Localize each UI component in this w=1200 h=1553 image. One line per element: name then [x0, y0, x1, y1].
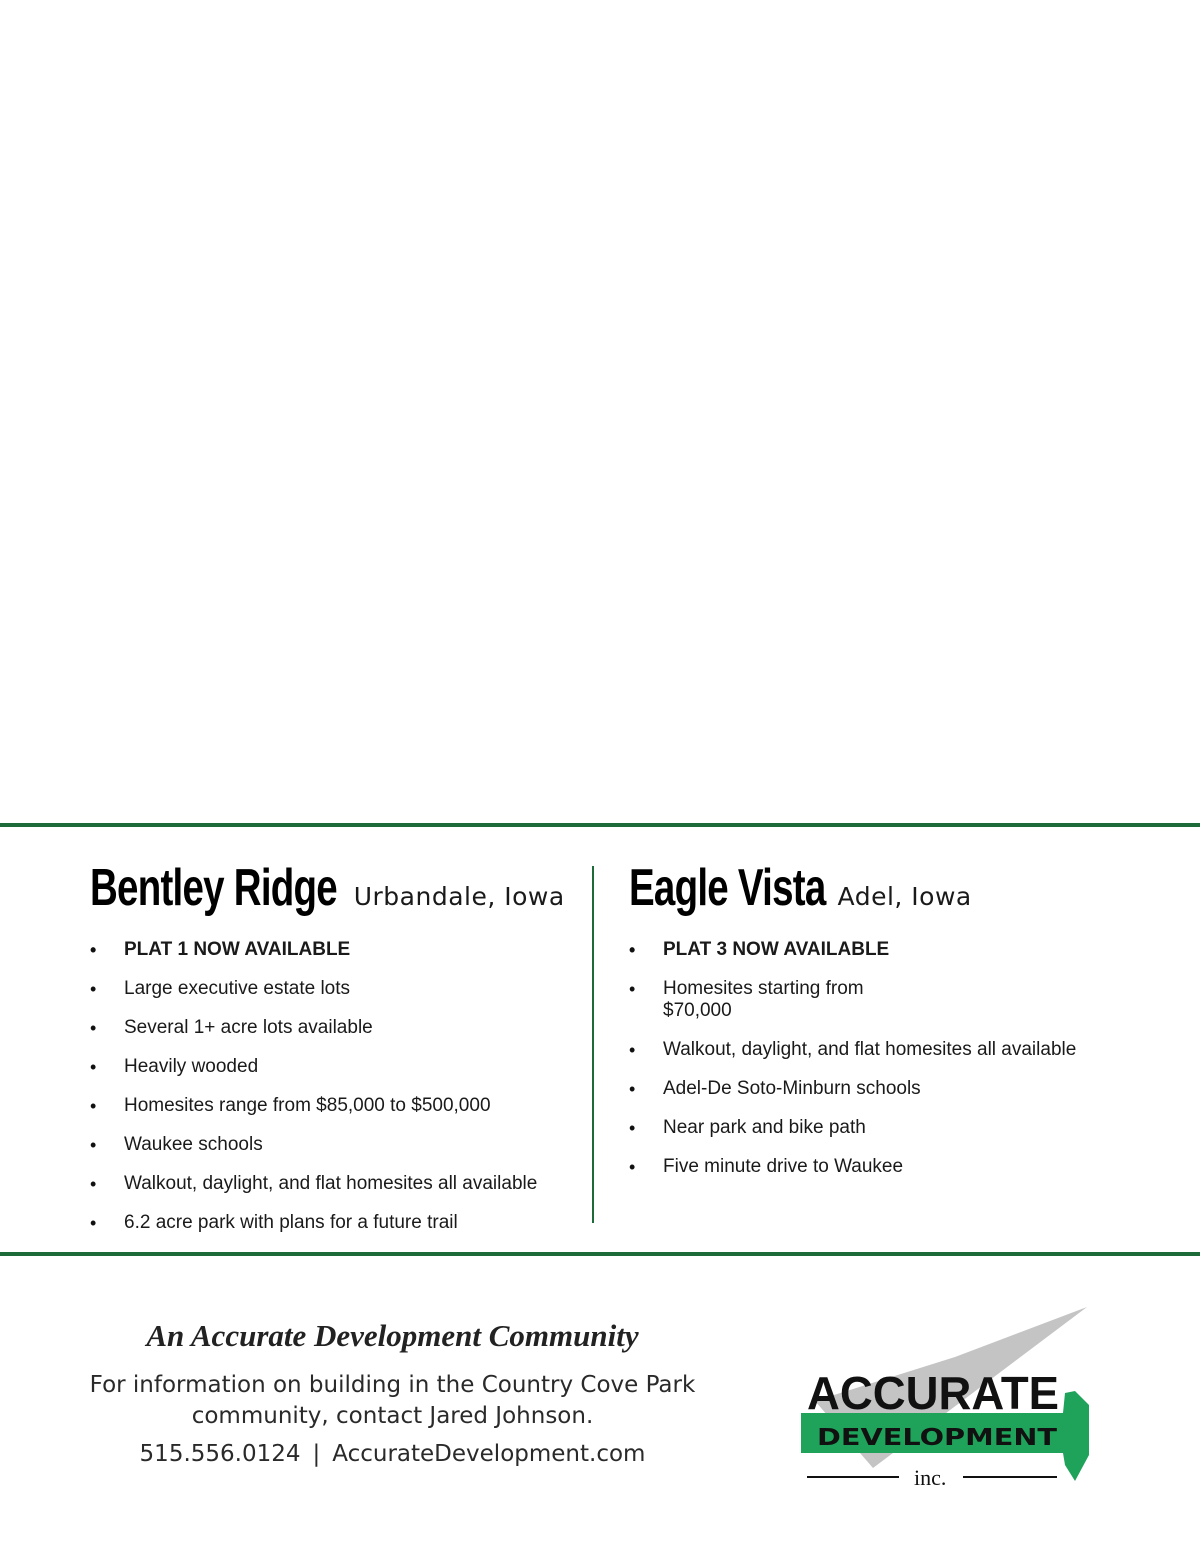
list-item: • Five minute drive to Waukee — [629, 1156, 1149, 1178]
accurate-development-logo — [795, 1305, 1095, 1490]
list-item: • PLAT 1 NOW AVAILABLE — [90, 939, 580, 961]
list-item: • Homesites range from $85,000 to $500,000 — [90, 1095, 580, 1117]
list-item: • 6.2 acre park with plans for a future trail — [90, 1212, 580, 1234]
list-item: • Walkout, daylight, and flat homesites all available — [629, 1039, 1149, 1061]
list-item: • Walkout, daylight, and flat homesites all available — [90, 1173, 580, 1195]
bottom-green-rule — [0, 1252, 1200, 1256]
column-divider — [592, 866, 594, 1223]
list-item: • Heavily wooded — [90, 1056, 580, 1078]
eagle-vista-column — [629, 858, 1149, 1195]
list-item: • Large executive estate lots — [90, 978, 580, 1000]
list-item: • PLAT 3 NOW AVAILABLE — [629, 939, 1149, 961]
logo-word-development: DEVELOPMENT — [817, 1425, 1058, 1451]
separator: | — [312, 1441, 321, 1467]
list-item: • Several 1+ acre lots available — [90, 1017, 580, 1039]
logo-word-inc: inc. — [914, 1465, 947, 1490]
bentley-ridge-column — [90, 858, 580, 1251]
website-link[interactable]: AccurateDevelopment.com — [332, 1441, 646, 1467]
list-item: • Homesites starting from $70,000 — [629, 978, 913, 1022]
list-item: • Adel-De Soto-Minburn schools — [629, 1078, 1149, 1100]
logo-word-accurate: ACCURATE — [807, 1367, 1059, 1419]
bentley-ridge-heading — [90, 858, 580, 931]
contact-block — [70, 1318, 715, 1467]
list-item: • Near park and bike path — [629, 1117, 1149, 1139]
top-green-rule — [0, 823, 1200, 827]
info-text — [70, 1370, 715, 1432]
community-name: Bentley Ridge — [90, 859, 337, 917]
tagline: An Accurate Development Community — [146, 1318, 639, 1353]
bentley-ridge-features — [90, 939, 580, 1234]
community-name: Eagle Vista — [629, 859, 826, 917]
info-line-2: community, contact Jared Johnson. — [191, 1403, 594, 1429]
phone-number: 515.556.0124 — [139, 1441, 301, 1467]
eagle-vista-features — [629, 939, 1149, 1178]
community-location: Adel, Iowa — [837, 882, 972, 911]
list-item: • Waukee schools — [90, 1134, 580, 1156]
eagle-vista-heading — [629, 858, 1149, 931]
info-line-1: For information on building in the Country Cove Park — [89, 1372, 696, 1398]
community-location: Urbandale, Iowa — [353, 882, 565, 911]
contact-line — [70, 1441, 715, 1467]
